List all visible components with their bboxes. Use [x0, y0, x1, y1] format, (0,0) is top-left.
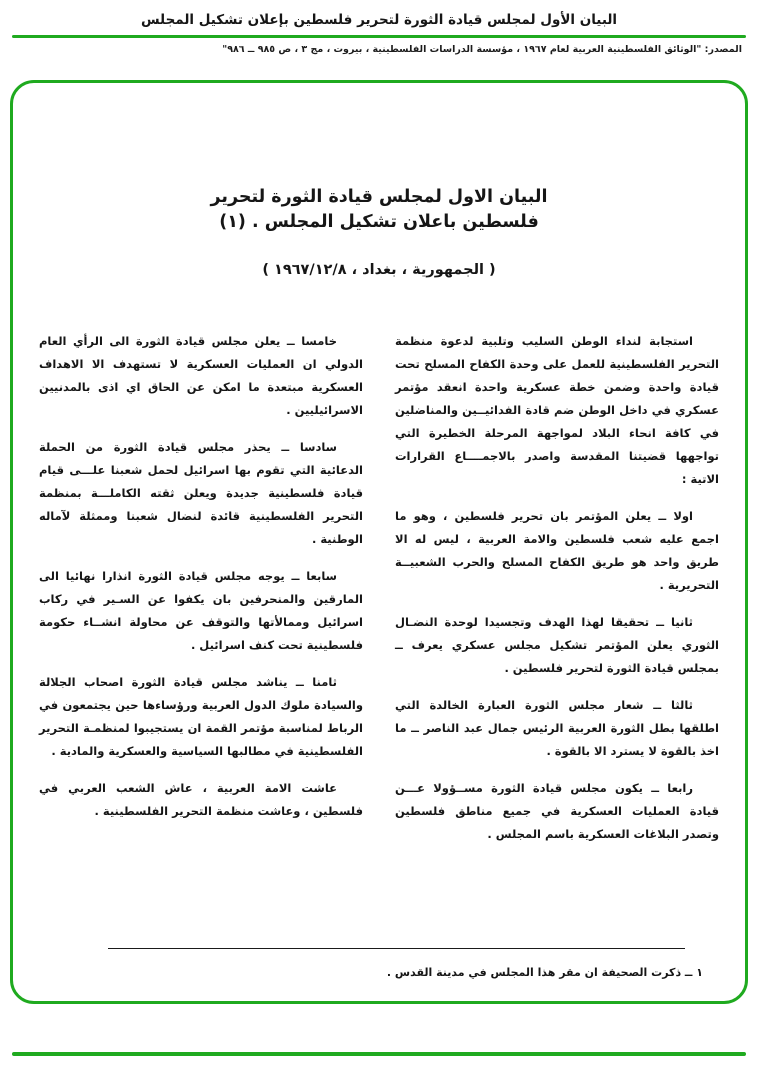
paragraph-seventh: سابعا ــ يوجه مجلس قيادة الثورة انذارا نهائيا الى المارقين والمنحرفين بان يكفوا عن السـير في ركاب اسرائيل وممالأتها والتوقف عن محاولة انشــاء حكومة فلسطينية تحت كنف اسرائيل . [39, 568, 363, 652]
source-line: المصدر: "الوثائق الفلسطينية العربية لعام ١٩٦٧ ، مؤسسة الدراسات الفلسطينية ، بيروت ، مج ٣ ، ص ٩٨٥ ــ ٩٨٦" [222, 44, 742, 55]
document-title-line2: فلسطين باعلان تشكيل المجلس . (١) [219, 212, 539, 233]
paragraph-first: اولا ــ يعلن المؤتمر بان تحرير فلسطين ، وهو ما اجمع عليه شعب فلسطين والامة العربية ، ليس له الا طريق واحد هو طريق الكفاح المسلح والحرب الشعبيــة التحريرية . [395, 508, 719, 592]
bottom-border [12, 1052, 746, 1056]
header-divider [12, 35, 746, 38]
paragraph-intro: استجابة لنداء الوطن السليب وتلبية لدعوة منظمة التحرير الفلسطينية للعمل على وحدة الكفاح المسلح تحت قيادة واحدة وضمن خطة عسكرية واحدة انعقد مؤتمر عسكري في داخل الوطن ضم قادة الفدائيــين والمناضلين في كافة انحاء البلاد لمواجهة المرحلة الخطيرة التي تواجهها قضيتنا المقدسة واصدر بالاجمــــاع القرارات الاتية : [395, 333, 719, 486]
column-left [39, 330, 363, 860]
document-title [13, 185, 745, 236]
document-frame [10, 80, 748, 1004]
paragraph-fifth: خامسا ــ يعلن مجلس قيادة الثورة الى الرأي العام الدولي ان العمليات العسكرية لا تستهدف الا الاهداف العسكرية مبتعدة ما امكن عن الحاق اي اذى بالمدنيين الاسرائيليين . [39, 333, 363, 417]
document-columns [13, 330, 745, 860]
document-subtitle: ( الجمهورية ، بغداد ، ١٩٦٧/١٢/٨ ) [262, 261, 496, 278]
paragraph-sixth: سادسا ــ يحذر مجلس قيادة الثورة من الحملة الدعائية التي تقوم بها اسرائيل لحمل شعبنا علـــى قيام قيادة فلسطينية جديدة ويعلن ثقته الكاملـــة بمنظمة التحرير الفلسطينية قائدة لنضال شعبنا وممثلة لآماله الوطنية . [39, 439, 363, 546]
column-right [395, 330, 719, 860]
paragraph-fourth: رابعا ــ يكون مجلس قيادة الثورة مســؤولا عـــن قيادة العمليات العسكرية في جميع مناطق فلسطين وتصدر البلاغات العسكرية باسم المجلس . [395, 780, 719, 841]
page-header-title: البيان الأول لمجلس قيادة الثورة لتحرير فلسطين بإعلان تشكيل المجلس [140, 12, 618, 28]
document-title-line1: البيان الاول لمجلس قيادة الثورة لتحرير [210, 187, 548, 207]
paragraph-second: ثانيا ــ تحقيقا لهذا الهدف وتجسيدا لوحدة النضـال الثوري يعلن المؤتمر تشكيل مجلس عسكري يعرف ــ بمجلس قيادة الثورة لتحرير فلسطين . [395, 614, 719, 675]
footnote-divider [108, 948, 685, 949]
paragraph-closing: عاشت الامة العربية ، عاش الشعب العربي في فلسطين ، وعاشت منظمة التحرير الفلسطينية . [39, 780, 363, 818]
footnote: ١ ــ ذكرت الصحيفة ان مقر هذا المجلس في مدينة القدس . [386, 966, 703, 979]
paragraph-eighth: ثامنا ــ يناشد مجلس قيادة الثورة اصحاب الجلالة والسيادة ملوك الدول العربية ورؤساءها حين يجتمعون في الرباط لمناسبة مؤتمر القمة ان يستجيبوا لمنظمـة التحرير الفلسطينية في مطالبها السياسية والعسكرية والمادية . [39, 674, 363, 758]
paragraph-third: ثالثا ــ شعار مجلس الثورة العبارة الخالدة التي اطلقها بطل الثورة العربية الرئيس جمال عبد الناصر ــ ما اخذ بالقوة لا يسترد الا بالقوة . [395, 697, 719, 758]
